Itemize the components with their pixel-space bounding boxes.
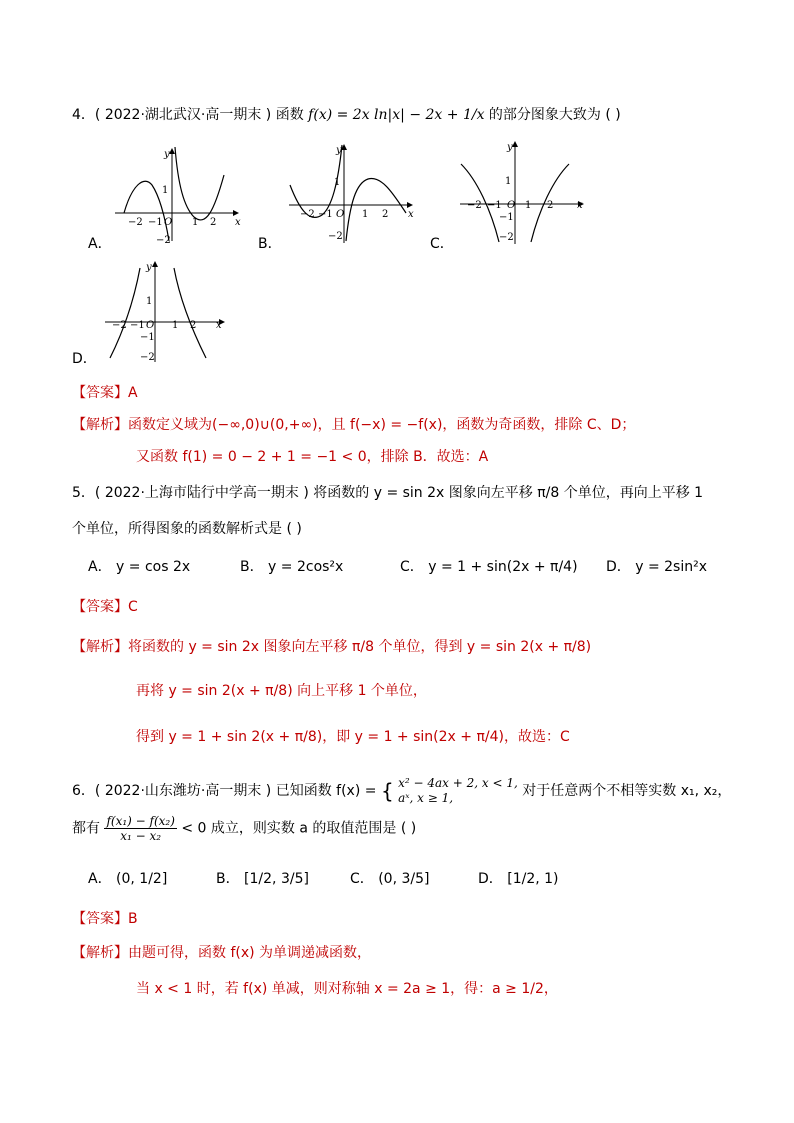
tick: O — [336, 209, 345, 220]
tick: −1 — [130, 320, 145, 331]
answer-value: B — [128, 911, 138, 927]
tick: −2 — [112, 320, 127, 331]
graph-d — [100, 260, 230, 365]
tick: −1 — [318, 209, 333, 220]
q5-option-a: A． y = cos 2x — [88, 559, 191, 575]
tick: 1 — [172, 320, 179, 331]
tick: 2 — [210, 217, 217, 228]
q6-option-d: D． [1/2, 1) — [478, 871, 559, 887]
tick: O — [507, 200, 516, 211]
option-b-label: B． — [258, 236, 282, 252]
answer-tag: 【答案】 — [72, 385, 128, 401]
q4-prefix: 4．( 2022·湖北武汉·高一期末 ) 函数 — [72, 107, 304, 123]
q4-analysis-1 — [72, 414, 635, 434]
option-c-label: C． — [430, 236, 454, 252]
axis-label: x — [577, 200, 583, 211]
tick: 1 — [334, 177, 341, 188]
q4-suffix: 的部分图象大致为 ( ) — [488, 107, 621, 123]
q5-answer — [72, 596, 138, 616]
q5-option-d: D． y = 2sin²x — [606, 559, 708, 575]
tick: −1 — [148, 217, 163, 228]
axis-label: y — [164, 149, 170, 160]
analysis-tag: 【解析】 — [72, 639, 128, 655]
tick: 1 — [362, 209, 369, 220]
tick: −2 — [499, 232, 514, 243]
graph-a-curve-right — [175, 147, 224, 220]
q5-stem-2: 个单位，所得图象的函数解析式是 ( ) — [72, 521, 302, 537]
q5-analysis-1 — [72, 636, 591, 656]
q4-answer — [72, 382, 138, 402]
tick: 2 — [547, 200, 554, 211]
q6-option-a: A． (0, 1/2] — [88, 871, 168, 887]
q6-frac-den: x₁ − x₂ — [120, 829, 162, 843]
axis-label: x — [408, 209, 414, 220]
q5-option-c: C． y = 1 + sin(2x + π/4) — [400, 559, 578, 575]
tick: 2 — [190, 320, 197, 331]
option-d-label: D． — [72, 351, 97, 367]
tick: O — [164, 217, 173, 228]
analysis-tag: 【解析】 — [72, 945, 128, 961]
q5-option-b: B． y = 2cos²x — [240, 559, 344, 575]
answer-tag: 【答案】 — [72, 911, 128, 927]
axis-label: y — [507, 142, 513, 153]
tick: −2 — [300, 209, 315, 220]
graph-b-curve-right — [346, 178, 406, 241]
graph-c — [455, 140, 590, 245]
q6-stem-2 — [72, 814, 416, 843]
axis-label: y — [146, 262, 152, 273]
analysis-text: 将函数的 y = sin 2x 图象向左平移 π/8 个单位，得到 y = sin 2(x + π/8) — [128, 639, 592, 655]
q6-option-b: B． [1/2, 3/5] — [216, 871, 309, 887]
q6-analysis-2: 当 x < 1 时，若 f(x) 单减，则对称轴 x = 2a ≥ 1，得：a ≥ 1/2， — [136, 981, 558, 997]
tick: −2 — [156, 235, 171, 245]
tick: −1 — [487, 200, 502, 211]
q4-stem — [72, 104, 621, 124]
tick: −2 — [328, 231, 343, 242]
option-a-label: A． — [88, 236, 112, 252]
tick: 1 — [192, 217, 199, 228]
tick: −1 — [140, 332, 155, 343]
graph-d-curve-right — [174, 268, 206, 358]
q6-analysis-1 — [72, 942, 371, 962]
tick: −1 — [499, 212, 514, 223]
q6-frac-num: f(x₁) − f(x₂) — [106, 814, 175, 828]
q4-formula: f(x) = 2x ln|x| − 2x + 1/x — [308, 107, 485, 123]
answer-value: A — [128, 385, 138, 401]
tick: −2 — [467, 200, 482, 211]
q6-piece-2: aˣ, x ≥ 1, — [398, 791, 454, 805]
tick: O — [146, 320, 155, 331]
q6-fraction — [104, 814, 176, 843]
tick: 1 — [146, 296, 153, 307]
tick: 1 — [505, 176, 512, 187]
q6-line2-suffix: < 0 成立，则实数 a 的取值范围是 ( ) — [181, 820, 417, 837]
tick: −2 — [128, 217, 143, 228]
graph-b — [284, 143, 419, 245]
q6-piece-1: x² − 4ax + 2, x < 1, — [398, 776, 518, 790]
analysis-text: 函数定义域为(−∞,0)∪(0,+∞)，且 f(−x) = −f(x)，函数为奇函数，排除 C、D； — [128, 417, 636, 433]
axis-label: x — [216, 320, 222, 331]
q5-analysis-2: 再将 y = sin 2(x + π/8) 向上平移 1 个单位， — [136, 683, 427, 699]
q6-answer — [72, 908, 138, 928]
axis-label: y — [336, 145, 342, 156]
q6-brace: { — [380, 779, 394, 803]
q6-stem-1 — [72, 776, 731, 806]
answer-tag: 【答案】 — [72, 599, 128, 615]
q6-piecewise — [398, 776, 518, 806]
q6-line2-prefix: 都有 — [72, 820, 100, 837]
q5-analysis-3: 得到 y = 1 + sin 2(x + π/8)，即 y = 1 + sin(2x + π/4)，故选：C — [136, 729, 570, 745]
tick: 1 — [525, 200, 532, 211]
tick: 1 — [162, 185, 169, 196]
tick: −2 — [140, 352, 155, 363]
q4-analysis-2: 又函数 f(1) = 0 − 2 + 1 = −1 < 0，排除 B．故选：A — [136, 449, 489, 465]
q6-option-c: C． (0, 3/5] — [350, 871, 430, 887]
axis-label: x — [235, 217, 241, 228]
graph-d-curve-left — [110, 268, 140, 358]
answer-value: C — [128, 599, 138, 615]
q6-suffix: 对于任意两个不相等实数 x₁, x₂， — [522, 783, 732, 799]
graph-a — [110, 145, 245, 245]
analysis-tag: 【解析】 — [72, 417, 128, 433]
q5-stem-1: 5．( 2022·上海市陆行中学高一期末 ) 将函数的 y = sin 2x 图象向左平移 π/8 个单位，再向上平移 1 — [72, 485, 704, 501]
tick: 2 — [382, 209, 389, 220]
q6-prefix: 6．( 2022·山东潍坊·高一期末 ) 已知函数 f(x) = — [72, 783, 377, 799]
analysis-text: 由题可得，函数 f(x) 为单调递减函数， — [128, 945, 372, 961]
